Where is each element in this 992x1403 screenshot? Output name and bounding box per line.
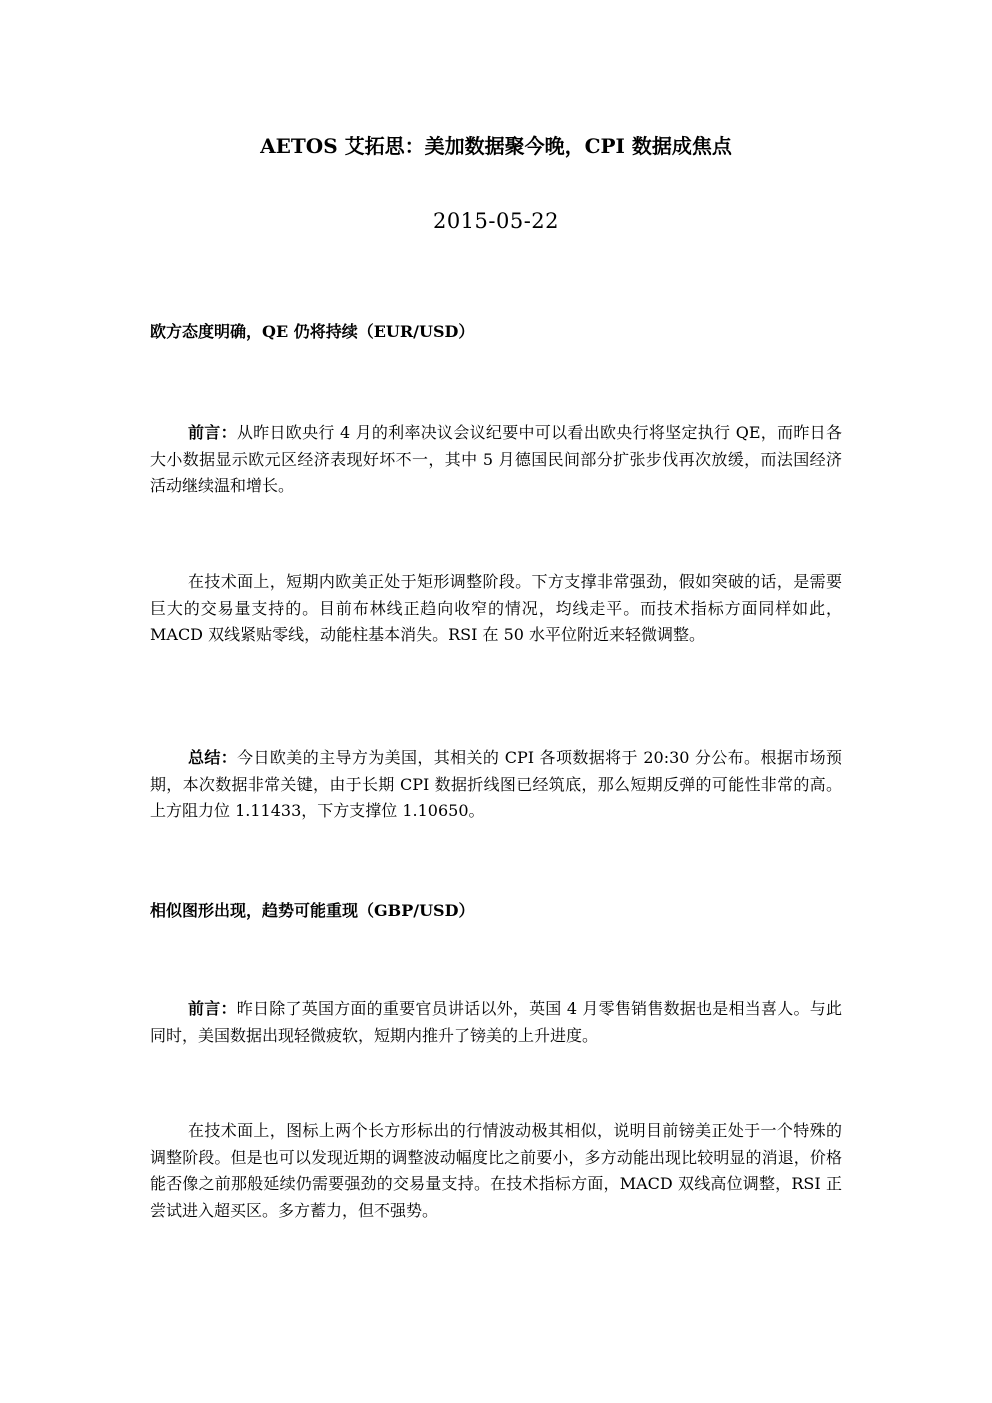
paragraph-text: 昨日除了英国方面的重要官员讲话以外，英国 4 月零售销售数据也是相当喜人。与此同时，美国数据出现轻微疲软，短期内推升了镑美的上升进度。 — [150, 999, 842, 1045]
paragraph-text: 在技术面上，图标上两个长方形标出的行情波动极其相似，说明目前镑美正处于一个特殊的调整阶段。但是也可以发现近期的调整波动幅度比之前要小，多方动能出现比较明显的消退，价格能否像之前那般延续仍需要强劲的交易量支持。在技术指标方面，MACD 双线高位调整，RSI 正尝试进入超买区。多方蓄力，但不强势。 — [150, 1121, 842, 1220]
section-heading-eurusd: 欧方态度明确，QE 仍将持续（EUR/USD） — [150, 322, 475, 341]
section-heading-gbpusd: 相似图形出现，趋势可能重现（GBP/USD） — [150, 901, 475, 920]
paragraph-lead: 前言： — [188, 423, 237, 442]
paragraph-eurusd-intro — [150, 420, 842, 500]
paragraph-gbpusd-technical — [150, 1118, 842, 1224]
paragraph-lead: 前言： — [188, 999, 237, 1018]
document-date: 2015-05-22 — [432, 209, 560, 233]
paragraph-text: 从昨日欧央行 4 月的利率决议会议纪要中可以看出欧央行将坚定执行 QE，而昨日各大小数据显示欧元区经济表现好坏不一，其中 5 月德国民间部分扩张步伐再次放缓，而法国经济活动继续温和增长。 — [150, 423, 842, 495]
paragraph-gbpusd-intro — [150, 996, 842, 1049]
paragraph-lead: 总结： — [188, 748, 238, 767]
paragraph-text: 今日欧美的主导方为美国，其相关的 CPI 各项数据将于 20:30 分公布。根据市场预期，本次数据非常关键，由于长期 CPI 数据折线图已经筑底，那么短期反弹的可能性非常的高。上方阻力位 1.11433，下方支撑位 1.10650。 — [150, 748, 842, 820]
document-title: AETOS 艾拓思：美加数据聚今晚，CPI 数据成焦点 — [260, 134, 732, 158]
paragraph-eurusd-summary — [150, 745, 842, 825]
paragraph-eurusd-technical — [150, 569, 842, 649]
paragraph-text: 在技术面上，短期内欧美正处于矩形调整阶段。下方支撑非常强劲，假如突破的话，是需要巨大的交易量支持的。目前布林线正趋向收窄的情况，均线走平。而技术指标方面同样如此，MACD 双线紧贴零线，动能柱基本消失。RSI 在 50 水平位附近来轻微调整。 — [150, 572, 842, 644]
